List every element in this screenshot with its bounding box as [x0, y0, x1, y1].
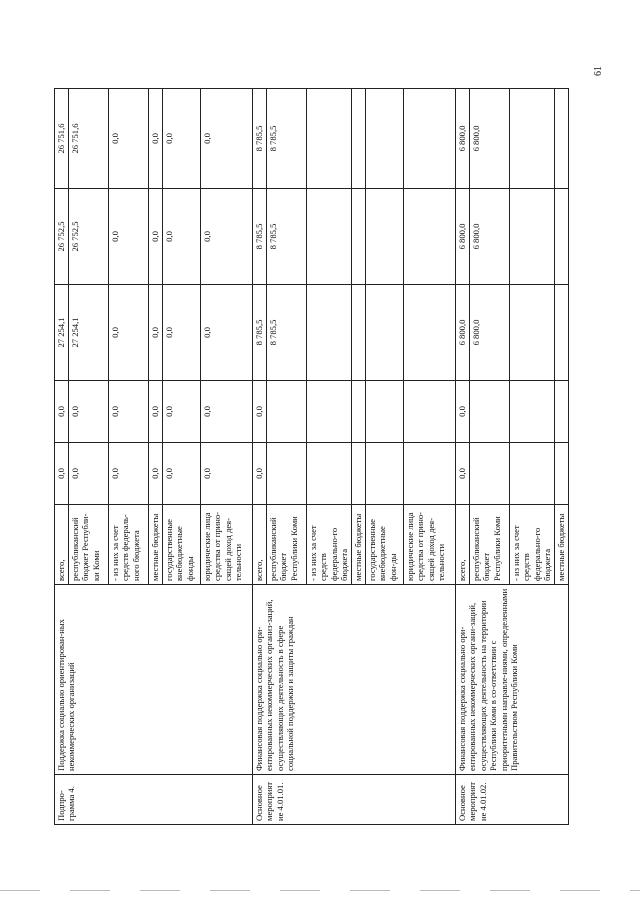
value-cell: 8 785,5: [253, 285, 267, 381]
value-cell: 0,0: [109, 189, 149, 285]
value-cell: [469, 381, 509, 443]
value-cell: 0,0: [109, 381, 149, 443]
value-cell: 0,0: [69, 381, 109, 443]
source-label: государственные внебюджетные фон-ды: [365, 505, 403, 585]
section-code: Основное мероприятие 4.01.02.: [455, 775, 568, 825]
source-label: всего,: [455, 505, 469, 585]
value-cell: 0,0: [201, 381, 253, 443]
value-cell: 6 800,0: [469, 89, 509, 189]
value-cell: 0,0: [55, 443, 69, 505]
value-cell: 0,0: [201, 285, 253, 381]
value-cell: 8 785,5: [253, 189, 267, 285]
table-row: [253, 89, 267, 825]
value-cell: [469, 443, 509, 505]
value-cell: 0,0: [109, 89, 149, 189]
value-cell: 0,0: [253, 381, 267, 443]
value-cell: 8 785,5: [267, 189, 307, 285]
value-cell: 0,0: [149, 285, 163, 381]
page-number: 61: [593, 66, 604, 76]
source-label: государственные внебюджетные фонды: [163, 505, 201, 585]
value-cell: 0,0: [201, 89, 253, 189]
section-name: Финансовая поддержка социально ори-ентированных некоммерческих органи-заций, осуществляющих деятельность на территории Республики Коми в со-ответствии с приоритетными направле-ниями, определенными Правительством Республики Коми: [455, 585, 568, 775]
value-cell: 0,0: [253, 443, 267, 505]
value-cell: 0,0: [163, 285, 201, 381]
value-cell: 26 752,5: [55, 189, 69, 285]
value-cell: 26 751,6: [55, 89, 69, 189]
value-cell: 8 785,5: [267, 285, 307, 381]
value-cell: 0,0: [455, 381, 469, 443]
value-cell: 8 785,5: [267, 89, 307, 189]
table-row: [455, 89, 469, 825]
value-cell: 26 752,5: [69, 189, 109, 285]
value-cell: 27 254,1: [55, 285, 69, 381]
value-cell: 0,0: [163, 443, 201, 505]
value-cell: 6 800,0: [455, 189, 469, 285]
value-cell: 0,0: [149, 381, 163, 443]
rotated-budget-table: [54, 89, 566, 825]
section-name: Поддержка социально ориентирован-ных некоммерческих организаций: [55, 585, 253, 775]
section-name: Финансовая поддержка социально ори-ентированных некоммерческих организ-заций, осуществляющих деятельность в сфере социальной поддержки и защиты граждан: [253, 585, 456, 775]
value-cell: 6 800,0: [469, 189, 509, 285]
table-row: [55, 89, 69, 825]
value-cell: 6 800,0: [469, 285, 509, 381]
value-cell: 27 254,1: [69, 285, 109, 381]
value-cell: 26 751,6: [69, 89, 109, 189]
value-cell: 0,0: [109, 285, 149, 381]
value-cell: 0,0: [163, 381, 201, 443]
source-label: всего,: [55, 505, 69, 585]
source-label: местные бюджеты: [149, 505, 163, 585]
value-cell: 0,0: [201, 443, 253, 505]
value-cell: 0,0: [163, 189, 201, 285]
budget-table: [54, 88, 569, 825]
value-cell: 0,0: [455, 443, 469, 505]
value-cell: 0,0: [55, 381, 69, 443]
section-code: Основное мероприятие 4.01.01.: [253, 775, 456, 825]
source-label: республиканский бюджет Республики Коми: [267, 505, 307, 585]
value-cell: 0,0: [149, 189, 163, 285]
source-label: - из них за счет средств федерально-го бюджета: [509, 505, 554, 585]
value-cell: 0,0: [149, 443, 163, 505]
value-cell: 8 785,5: [253, 89, 267, 189]
source-label: республиканский бюджет Республи-ки Коми: [69, 505, 109, 585]
source-label: юридические лица средства от прино-сящей доход дея-тельности: [201, 505, 253, 585]
scan-edge-line: [0, 890, 640, 891]
value-cell: 0,0: [201, 189, 253, 285]
value-cell: 6 800,0: [455, 89, 469, 189]
section-code: Подпро-грамма 4.: [55, 775, 253, 825]
value-cell: 0,0: [149, 89, 163, 189]
source-label: всего,: [253, 505, 267, 585]
source-label: местные бюджеты: [351, 505, 365, 585]
source-label: юридические лица средства от прино-сящей доход дея-тельности: [403, 505, 455, 585]
source-label: - из них за счет средств федераль-ного бюджета: [109, 505, 149, 585]
source-label: республиканский бюджет Республики Коми: [469, 505, 509, 585]
value-cell: 6 800,0: [455, 285, 469, 381]
source-label: - из них за счет средств федерально-го бюджета: [307, 505, 352, 585]
value-cell: [267, 381, 307, 443]
value-cell: [267, 443, 307, 505]
value-cell: 0,0: [163, 89, 201, 189]
value-cell: 0,0: [69, 443, 109, 505]
value-cell: 0,0: [109, 443, 149, 505]
source-label: местные бюджеты: [554, 505, 568, 585]
